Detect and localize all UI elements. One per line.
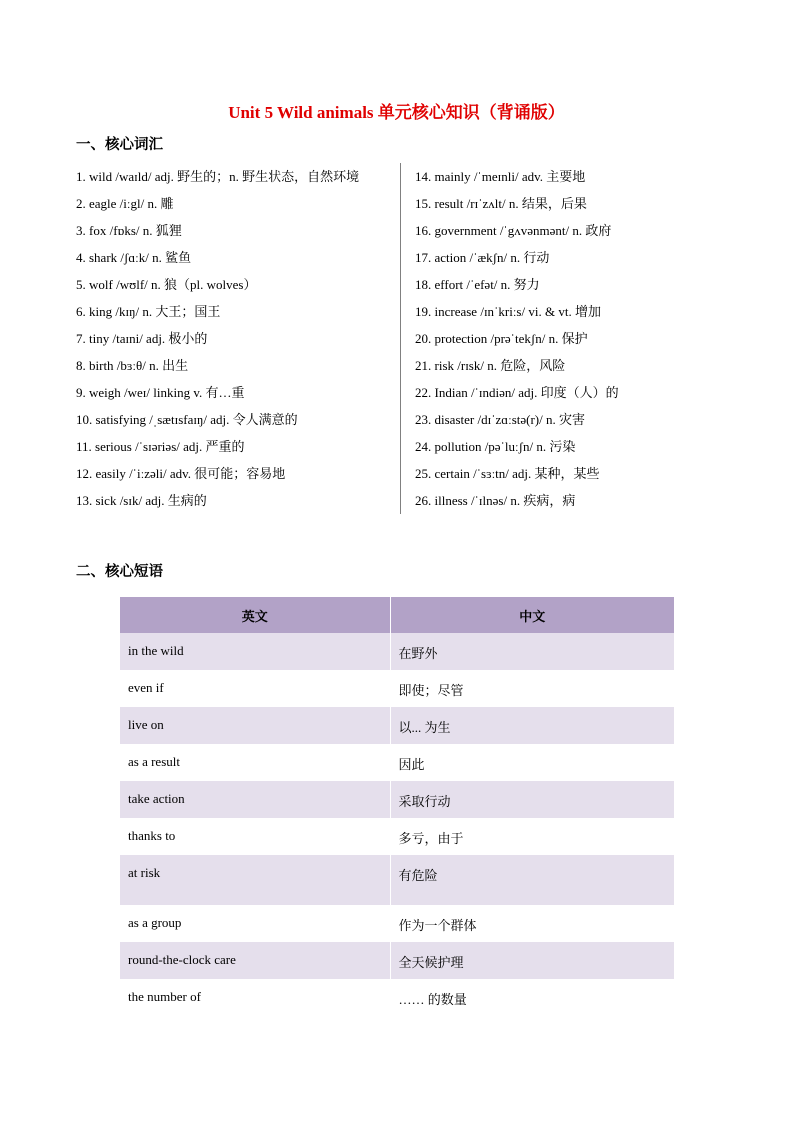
- phrase-english: the number of: [128, 989, 201, 1004]
- vocab-item: 17. action /ˈækʃn/ n. 行动: [415, 250, 550, 265]
- table-header-row: [120, 597, 674, 633]
- phrase-english: thanks to: [128, 828, 176, 843]
- table-row: [120, 781, 674, 818]
- vocab-column-right: [401, 163, 715, 514]
- phrases-table: [120, 597, 674, 1016]
- vocab-item: 24. pollution /pəˈluːʃn/ n. 污染: [415, 439, 576, 454]
- vocab-item: 7. tiny /taɪni/ adj. 极小的: [76, 331, 208, 346]
- phrase-chinese: 即使；尽管: [390, 670, 674, 707]
- vocab-item: 4. shark /ʃɑːk/ n. 鲨鱼: [76, 250, 192, 265]
- phrase-english: at risk: [120, 855, 390, 905]
- vocab-item: 23. disaster /dɪˈzɑːstə(r)/ n. 灾害: [415, 412, 585, 427]
- table-row: [120, 744, 674, 781]
- phrase-chinese: 全天候护理: [390, 942, 674, 979]
- phrase-english: in the wild: [120, 633, 390, 670]
- vocab-item: 12. easily /ˈiːzəli/ adv. 很可能；容易地: [76, 466, 286, 481]
- vocab-section-heading: 一、核心词汇: [76, 137, 163, 153]
- table-row: [120, 633, 674, 670]
- vocab-item: 16. government /ˈgʌvənmənt/ n. 政府: [415, 223, 612, 238]
- vocab-list: [76, 163, 715, 514]
- phrase-english: round-the-clock care: [120, 942, 390, 979]
- vocab-item: 9. weigh /weɪ/ linking v. 有…重: [76, 385, 245, 400]
- vocab-item: 15. result /rɪˈzʌlt/ n. 结果，后果: [415, 196, 587, 211]
- table-row: [120, 818, 674, 855]
- vocab-item: 18. effort /ˈefət/ n. 努力: [415, 277, 540, 292]
- table-row: [120, 855, 674, 905]
- phrase-english: take action: [120, 781, 390, 818]
- vocab-item: 26. illness /ˈɪlnəs/ n. 疾病，病: [415, 493, 576, 508]
- vocab-item: 20. protection /prəˈtekʃn/ n. 保护: [415, 331, 588, 346]
- table-header-chinese: 中文: [390, 597, 674, 633]
- table-row: [120, 942, 674, 979]
- phrase-english: even if: [128, 680, 164, 695]
- page-title: Unit 5 Wild animals 单元核心知识（背诵版）: [228, 103, 565, 122]
- vocab-item: 25. certain /ˈsɜːtn/ adj. 某种，某些: [415, 466, 600, 481]
- phrase-chinese: 多亏，由于: [390, 818, 674, 855]
- phrase-chinese: …… 的数量: [390, 979, 674, 1016]
- phrase-chinese: 以... 为生: [390, 707, 674, 744]
- phrase-english: live on: [120, 707, 390, 744]
- phrase-english: as a group: [128, 915, 182, 930]
- phrase-chinese: 因此: [390, 744, 674, 781]
- phrase-chinese: 在野外: [390, 633, 674, 670]
- vocab-item: 5. wolf /wʊlf/ n. 狼（pl. wolves）: [76, 277, 257, 292]
- table-row: [120, 707, 674, 744]
- phrase-chinese: 采取行动: [390, 781, 674, 818]
- vocab-item: 14. mainly /ˈmeɪnli/ adv. 主要地: [415, 169, 586, 184]
- vocab-item: 13. sick /sɪk/ adj. 生病的: [76, 493, 207, 508]
- phrase-english: as a result: [128, 754, 180, 769]
- vocab-item: 6. king /kɪŋ/ n. 大王；国王: [76, 304, 221, 319]
- table-row: [120, 670, 674, 707]
- table-row: [120, 905, 674, 942]
- vocab-item: 1. wild /waɪld/ adj. 野生的；n. 野生状态，自然环境: [76, 169, 360, 184]
- vocab-item: 10. satisfying /ˌsætɪsfaɪŋ/ adj. 令人满意的: [76, 412, 298, 427]
- phrase-chinese: 作为一个群体: [390, 905, 674, 942]
- phrase-chinese: 有危险: [390, 855, 674, 905]
- table-header-english: 英文: [120, 597, 390, 633]
- table-row: [120, 979, 674, 1016]
- vocab-item: 21. risk /rɪsk/ n. 危险，风险: [415, 358, 566, 373]
- vocab-item: 8. birth /bɜːθ/ n. 出生: [76, 358, 189, 373]
- vocab-column-left: [76, 163, 401, 514]
- vocab-item: 2. eagle /iːgl/ n. 雕: [76, 196, 174, 211]
- vocab-item: 19. increase /ɪnˈkriːs/ vi. & vt. 增加: [415, 304, 601, 319]
- phrases-section-heading: 二、核心短语: [76, 564, 163, 580]
- vocab-item: 3. fox /fɒks/ n. 狐狸: [76, 223, 182, 238]
- vocab-item: 11. serious /ˈsɪəriəs/ adj. 严重的: [76, 439, 245, 454]
- vocab-item: 22. Indian /ˈɪndiən/ adj. 印度（人）的: [415, 385, 619, 400]
